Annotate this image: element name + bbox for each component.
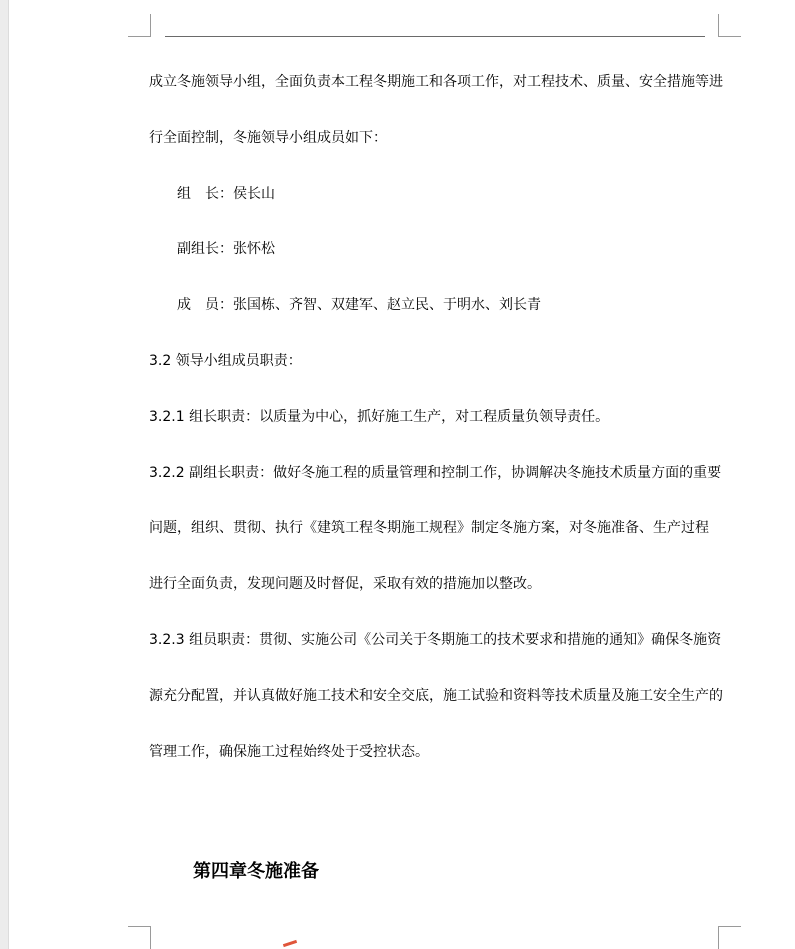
paragraph-line: 管理工作，确保施工过程始终处于受控状态。 xyxy=(149,744,429,760)
chapter-heading: 第四章冬施准备 xyxy=(193,861,319,882)
paragraph-line: 3.2.3 组员职责：贯彻、实施公司《公司关于冬期施工的技术要求和措施的通知》确保冬施资 xyxy=(149,632,722,648)
members-line: 成 员：张国栋、齐智、双建军、赵立民、于明水、刘长青 xyxy=(177,297,541,313)
paragraph-line: 3.2.1 组长职责：以质量为中心，抓好施工生产，对工程质量负领导责任。 xyxy=(149,409,610,425)
paragraph-line: 行全面控制，冬施领导小组成员如下： xyxy=(149,130,387,146)
margin-corner-bottom-right xyxy=(718,926,741,949)
paragraph-line: 问题，组织、贯彻、执行《建筑工程冬期施工规程》制定冬施方案，对冬施准备、生产过程 xyxy=(149,520,709,536)
paragraph-line: 源充分配置，并认真做好施工技术和安全交底，施工试验和资料等技术质量及施工安全生产的 xyxy=(149,688,723,704)
header-rule xyxy=(165,36,705,37)
page-edge xyxy=(0,0,9,949)
section-heading: 3.2 领导小组成员职责： xyxy=(149,353,302,369)
paragraph-line: 3.2.2 副组长职责：做好冬施工程的质量管理和控制工作，协调解决冬施技术质量方面的重要 xyxy=(149,465,722,481)
leader-line: 组 长：侯长山 xyxy=(177,186,275,202)
red-mark xyxy=(283,940,297,947)
margin-corner-top-right xyxy=(718,14,741,37)
margin-corner-bottom-left xyxy=(128,926,151,949)
paragraph-line: 成立冬施领导小组，全面负责本工程冬期施工和各项工作，对工程技术、质量、安全措施等进 xyxy=(149,74,723,90)
paragraph-line: 进行全面负责，发现问题及时督促，采取有效的措施加以整改。 xyxy=(149,576,541,592)
margin-corner-top-left xyxy=(128,14,151,37)
deputy-leader-line: 副组长：张怀松 xyxy=(177,241,275,257)
